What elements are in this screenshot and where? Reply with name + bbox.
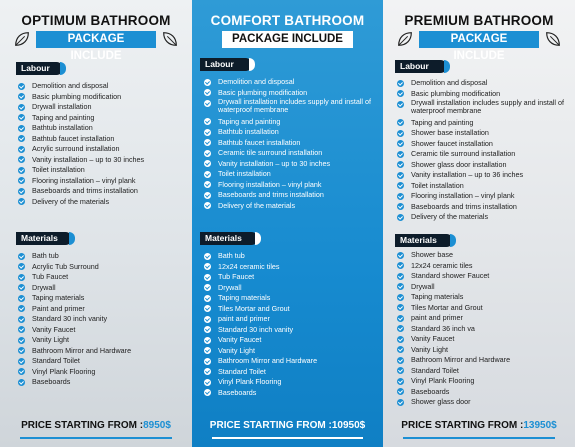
list-item <box>397 292 571 303</box>
check-circle-icon <box>397 325 404 332</box>
check-circle-icon <box>204 181 211 188</box>
list-item <box>204 159 379 170</box>
check-circle-icon <box>18 337 25 344</box>
package-subtitle: PACKAGE INCLUDE <box>222 31 353 48</box>
list-item-text: Paint and primer <box>32 303 85 313</box>
check-circle-icon <box>204 129 211 136</box>
check-circle-icon <box>397 130 404 137</box>
check-circle-icon <box>397 80 404 87</box>
package-optimum <box>0 0 192 447</box>
check-circle-icon <box>18 295 25 302</box>
list-item-text: Standard 30 inch vanity <box>218 324 294 334</box>
materials-list <box>18 251 188 388</box>
list-item-text: Tub Faucet <box>32 272 69 281</box>
check-circle-icon <box>18 93 25 100</box>
list-item-text: Taping and painting <box>32 112 95 122</box>
list-item-text: Toilet installation <box>218 169 271 179</box>
list-item <box>204 148 379 159</box>
check-circle-icon <box>18 274 25 281</box>
materials-heading: Materials <box>16 232 72 245</box>
list-item-text: Drywall installation includes supply and install of waterproof membrane <box>411 98 565 116</box>
list-item-text: Vinyl Plank Flooring <box>218 377 282 386</box>
check-circle-icon <box>204 89 211 96</box>
list-item-text: Shower base installation <box>411 128 489 138</box>
list-item-text: Baseboards <box>32 377 71 386</box>
list-item-text: Shower glass door <box>411 397 471 406</box>
labour-list <box>204 77 379 211</box>
list-item-text: Taping materials <box>218 293 271 302</box>
check-circle-icon <box>397 346 404 353</box>
list-item <box>18 92 188 103</box>
check-circle-icon <box>204 316 211 323</box>
check-circle-icon <box>18 146 25 153</box>
list-item <box>397 387 571 398</box>
list-item <box>204 356 379 367</box>
check-circle-icon <box>397 367 404 374</box>
check-circle-icon <box>397 357 404 364</box>
list-item <box>18 134 188 145</box>
check-circle-icon <box>204 160 211 167</box>
list-item-text: Shower base <box>411 250 453 259</box>
package-title: COMFORT BATHROOM <box>210 13 365 28</box>
list-item <box>397 170 571 181</box>
check-circle-icon <box>18 135 25 142</box>
materials-list <box>204 251 379 398</box>
list-item-text: Standard shower Faucet <box>411 271 490 280</box>
labour-heading: Labour <box>200 58 252 71</box>
list-item-text: Standard Toilet <box>32 356 80 365</box>
check-circle-icon <box>18 167 25 174</box>
list-item <box>397 397 571 408</box>
list-item-text: Vanity installation – up to 36 inches <box>411 170 524 180</box>
list-item <box>18 293 188 304</box>
list-item-text: Vinyl Plank Flooring <box>411 376 475 385</box>
list-item-text: Basic plumbing modification <box>218 87 308 97</box>
list-item-text: Bathroom Mirror and Hardware <box>218 356 318 365</box>
check-circle-icon <box>204 118 211 125</box>
list-item-text: Standard Toilet <box>218 366 266 376</box>
list-item <box>204 98 379 115</box>
list-item <box>397 149 571 160</box>
list-item-text: Acrylic surround installation <box>32 144 120 153</box>
list-item-text: Standard 30 inch vanity <box>32 314 108 323</box>
list-item <box>18 325 188 336</box>
list-item <box>204 304 379 315</box>
list-item <box>397 191 571 202</box>
list-item-text: Delivery of the materials <box>411 212 489 222</box>
check-circle-icon <box>397 119 404 126</box>
labour-list <box>397 78 571 223</box>
check-circle-icon <box>204 100 211 107</box>
list-item-text: Baseboards <box>218 387 257 397</box>
list-item-text: Taping materials <box>411 292 464 301</box>
check-circle-icon <box>397 252 404 259</box>
check-circle-icon <box>18 104 25 111</box>
list-item <box>18 197 188 208</box>
list-item-text: Drywall <box>411 281 435 291</box>
package-title: OPTIMUM BATHROOM <box>21 13 171 28</box>
list-item-text: 12x24 ceramic tiles <box>218 261 280 271</box>
list-item <box>397 313 571 324</box>
price-label: PRICE STARTING FROM : <box>209 420 332 431</box>
list-item <box>204 127 379 138</box>
check-circle-icon <box>18 114 25 121</box>
list-item <box>18 123 188 134</box>
list-item-text: Basic plumbing modification <box>32 91 122 101</box>
list-item-text: Standard Toilet <box>411 365 459 375</box>
labour-list <box>18 81 188 207</box>
list-item <box>18 377 188 388</box>
list-item <box>397 355 571 366</box>
check-circle-icon <box>397 399 404 406</box>
check-circle-icon <box>204 192 211 199</box>
check-circle-icon <box>397 140 404 147</box>
price-label: PRICE STARTING FROM : <box>21 420 144 431</box>
check-circle-icon <box>18 188 25 195</box>
list-item-text: Bathtub faucet installation <box>218 137 301 147</box>
list-item <box>397 128 571 139</box>
list-item-text: Basic plumbing modification <box>411 88 501 98</box>
check-circle-icon <box>18 358 25 365</box>
list-item <box>397 271 571 282</box>
list-item <box>18 367 188 378</box>
list-item-text: Drywall installation includes supply and install of waterproof membrane <box>218 97 372 115</box>
check-circle-icon <box>204 326 211 333</box>
list-item-text: Toilet installation <box>411 180 464 190</box>
check-circle-icon <box>397 101 404 108</box>
list-item-text: Ceramic tile surround installation <box>218 148 323 158</box>
list-item <box>397 202 571 213</box>
list-item <box>397 160 571 171</box>
list-item-text: Tiles Mortar and Grout <box>218 303 290 313</box>
price-label: PRICE STARTING FROM : <box>401 420 524 431</box>
check-circle-icon <box>397 273 404 280</box>
check-circle-icon <box>397 336 404 343</box>
list-item <box>204 272 379 283</box>
list-item-text: Bathroom Mirror and Hardware <box>32 345 132 355</box>
list-item <box>18 346 188 357</box>
list-item-text: Taping and painting <box>218 116 281 126</box>
list-item <box>204 346 379 357</box>
price-line <box>192 420 383 431</box>
package-subtitle: PACKAGE INCLUDE <box>36 31 156 48</box>
check-circle-icon <box>204 253 211 260</box>
list-item <box>204 117 379 128</box>
list-item <box>18 176 188 187</box>
list-item <box>397 212 571 223</box>
list-item-text: Vanity Light <box>218 345 256 355</box>
list-item <box>18 251 188 262</box>
list-item-text: Vinyl Plank Flooring <box>32 366 96 376</box>
check-circle-icon <box>204 379 211 386</box>
list-item-text: Toilet installation <box>32 165 85 174</box>
list-item-text: Baseboards <box>411 386 450 396</box>
list-item <box>18 113 188 124</box>
list-item-text: Bathtub faucet installation <box>32 133 115 143</box>
check-circle-icon <box>397 182 404 189</box>
list-item-text: paint and primer <box>411 313 463 322</box>
list-item-text: Bathtub installation <box>32 123 93 132</box>
check-circle-icon <box>18 263 25 270</box>
list-item-text: Vanity Faucet <box>411 334 455 343</box>
check-circle-icon <box>397 283 404 290</box>
list-item <box>18 155 188 166</box>
list-item <box>18 356 188 367</box>
labour-heading: Labour <box>395 60 447 73</box>
list-item <box>18 335 188 346</box>
check-circle-icon <box>18 156 25 163</box>
check-circle-icon <box>397 151 404 158</box>
check-circle-icon <box>397 294 404 301</box>
check-circle-icon <box>397 378 404 385</box>
list-item-text: Tub Faucet <box>218 272 255 281</box>
list-item-text: Acrylic Tub Surround <box>32 261 99 271</box>
list-item <box>18 81 188 92</box>
list-item <box>397 303 571 314</box>
list-item <box>204 77 379 88</box>
list-item <box>204 138 379 149</box>
check-circle-icon <box>204 171 211 178</box>
check-circle-icon <box>204 202 211 209</box>
list-item-text: Shower faucet installation <box>411 138 493 148</box>
list-item-text: Vanity Light <box>32 335 70 344</box>
list-item-text: Vanity Faucet <box>32 324 76 334</box>
check-circle-icon <box>397 262 404 269</box>
list-item <box>204 335 379 346</box>
list-item-text: Vanity installation – up to 30 inches <box>218 158 331 168</box>
check-circle-icon <box>18 83 25 90</box>
check-circle-icon <box>18 198 25 205</box>
check-circle-icon <box>204 284 211 291</box>
list-item-text: Drywall <box>32 282 56 292</box>
list-item <box>397 334 571 345</box>
list-item-text: Baseboards and trims installation <box>218 190 324 200</box>
check-circle-icon <box>18 316 25 323</box>
list-item <box>204 314 379 325</box>
list-item-text: Delivery of the materials <box>218 200 296 210</box>
list-item-text: Delivery of the materials <box>32 196 110 206</box>
list-item-text: Bath tub <box>32 251 59 260</box>
price-underline <box>20 437 172 439</box>
list-item-text: Demolition and disposal <box>218 77 295 86</box>
list-item-text: Bathtub installation <box>218 127 279 137</box>
check-circle-icon <box>397 315 404 322</box>
package-comfort <box>192 0 383 447</box>
list-item <box>397 376 571 387</box>
list-item <box>204 367 379 378</box>
list-item <box>18 314 188 325</box>
list-item <box>397 282 571 293</box>
check-circle-icon <box>204 337 211 344</box>
materials-heading: Materials <box>395 234 453 247</box>
list-item-text: Vanity Faucet <box>218 335 262 344</box>
list-item <box>204 201 379 212</box>
list-item <box>18 272 188 283</box>
materials-heading: Materials <box>200 232 258 245</box>
list-item <box>18 304 188 315</box>
list-item-text: Shower glass door installation <box>411 159 507 169</box>
list-item-text: Taping materials <box>32 293 85 302</box>
list-item-text: Bath tub <box>218 251 245 260</box>
list-item <box>397 139 571 150</box>
check-circle-icon <box>18 284 25 291</box>
check-circle-icon <box>204 305 211 312</box>
check-circle-icon <box>204 389 211 396</box>
check-circle-icon <box>204 295 211 302</box>
check-circle-icon <box>204 139 211 146</box>
list-item-text: Baseboards and trims installation <box>32 186 138 195</box>
list-item-text: Demolition and disposal <box>32 81 109 90</box>
list-item <box>397 324 571 335</box>
labour-heading: Labour <box>16 62 63 75</box>
list-item-text: Flooring installation – vinyl plank <box>32 175 136 185</box>
check-circle-icon <box>18 125 25 132</box>
package-subtitle: PACKAGE INCLUDE <box>419 31 539 48</box>
list-item <box>397 99 571 116</box>
list-item <box>204 293 379 304</box>
list-item <box>397 118 571 129</box>
list-item <box>204 180 379 191</box>
list-item-text: paint and primer <box>218 314 270 323</box>
price-amount: 13950$ <box>523 420 557 431</box>
check-circle-icon <box>204 368 211 375</box>
check-circle-icon <box>18 368 25 375</box>
list-item <box>204 388 379 399</box>
check-circle-icon <box>397 172 404 179</box>
check-circle-icon <box>204 347 211 354</box>
price-underline <box>212 437 363 439</box>
materials-list <box>397 250 571 408</box>
list-item-text: Taping and painting <box>411 117 474 127</box>
list-item <box>397 250 571 261</box>
check-circle-icon <box>204 263 211 270</box>
list-item <box>18 186 188 197</box>
list-item-text: Standard 36 inch va <box>411 323 475 333</box>
list-item <box>397 261 571 272</box>
list-item <box>204 377 379 388</box>
check-circle-icon <box>18 326 25 333</box>
list-item <box>18 144 188 155</box>
check-circle-icon <box>204 274 211 281</box>
list-item-text: Vanity Light <box>411 344 449 354</box>
list-item-text: Tiles Mortar and Grout <box>411 302 483 312</box>
leaf-icon <box>161 30 179 48</box>
check-circle-icon <box>397 203 404 210</box>
list-item <box>204 262 379 273</box>
list-item-text: Ceramic tile surround installation <box>411 149 516 159</box>
price-amount: 8950$ <box>143 420 171 431</box>
package-title: PREMIUM BATHROOM <box>404 13 554 28</box>
check-circle-icon <box>18 347 25 354</box>
list-item <box>204 251 379 262</box>
price-amount: 10950$ <box>331 420 366 431</box>
price-line <box>0 420 192 431</box>
leaf-icon <box>396 30 414 48</box>
check-circle-icon <box>397 90 404 97</box>
list-item-text: Drywall installation <box>32 102 92 111</box>
list-item <box>204 190 379 201</box>
check-circle-icon <box>18 177 25 184</box>
check-circle-icon <box>18 253 25 260</box>
list-item-text: Vanity installation – up to 30 inches <box>32 154 145 164</box>
check-circle-icon <box>397 193 404 200</box>
check-circle-icon <box>204 150 211 157</box>
check-circle-icon <box>18 379 25 386</box>
list-item <box>397 345 571 356</box>
list-item <box>397 78 571 89</box>
list-item <box>18 283 188 294</box>
leaf-icon <box>544 30 562 48</box>
list-item-text: Bathroom Mirror and Hardware <box>411 355 511 364</box>
list-item <box>204 283 379 294</box>
check-circle-icon <box>204 79 211 86</box>
check-circle-icon <box>397 304 404 311</box>
package-premium <box>383 0 575 447</box>
list-item <box>18 165 188 176</box>
price-underline <box>403 437 555 439</box>
check-circle-icon <box>204 358 211 365</box>
list-item <box>18 102 188 113</box>
check-circle-icon <box>18 305 25 312</box>
list-item-text: Demolition and disposal <box>411 78 488 87</box>
list-item <box>397 181 571 192</box>
check-circle-icon <box>397 388 404 395</box>
list-item-text: Flooring installation – vinyl plank <box>218 179 322 189</box>
list-item <box>204 169 379 180</box>
list-item <box>397 366 571 377</box>
price-line <box>383 420 575 431</box>
check-circle-icon <box>397 214 404 221</box>
list-item-text: Drywall <box>218 282 242 292</box>
list-item <box>18 262 188 273</box>
list-item-text: Flooring installation – vinyl plank <box>411 191 515 201</box>
list-item <box>204 325 379 336</box>
list-item-text: 12x24 ceramic tiles <box>411 260 473 270</box>
check-circle-icon <box>397 161 404 168</box>
list-item-text: Baseboards and trims installation <box>411 201 517 211</box>
leaf-icon <box>13 30 31 48</box>
